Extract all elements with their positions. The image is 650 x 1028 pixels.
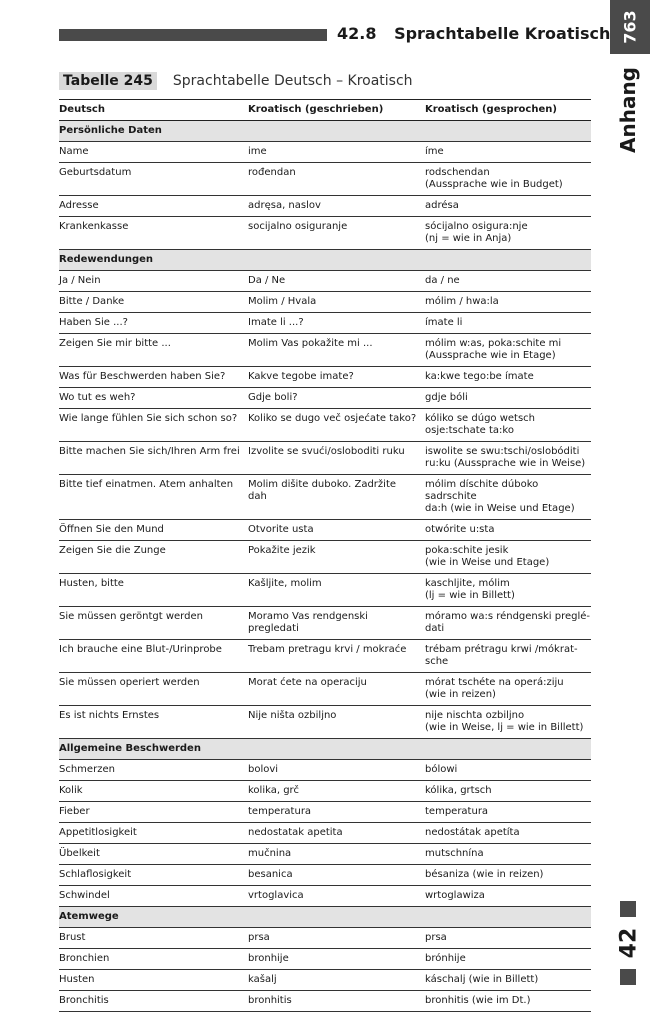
table-row	[59, 928, 591, 949]
table-cell: Pokažite jezik	[248, 545, 316, 556]
table-cell: Übelkeit	[59, 848, 100, 859]
table-cell: bolovi	[248, 764, 279, 775]
page-number: 763	[620, 10, 640, 44]
section-header-row: Redewendungen	[59, 250, 591, 271]
table-row	[59, 781, 591, 802]
table-cell: kašalj	[248, 974, 277, 985]
table-cell: temperatura	[425, 806, 489, 817]
table-cell: brónhije	[425, 953, 466, 964]
table-cell: wrtoglawiza	[425, 890, 485, 901]
table-cell: nedostátak apetíta	[425, 827, 520, 838]
table-cell: nije nischta ozbiljno (wie in Weise, lj = wie in Billett)	[425, 710, 584, 733]
table-cell: vrtoglavica	[248, 890, 304, 901]
section-header-row: Persönliche Daten	[59, 121, 591, 142]
table-cell: Es ist nichts Ernstes	[59, 710, 160, 721]
table-cell: Da / Ne	[248, 275, 286, 286]
table-cell: rođendan	[248, 167, 296, 178]
table-cell: bésaniza (wie in reizen)	[425, 869, 544, 880]
table-cell: Gdje boli?	[248, 392, 298, 403]
table-row	[59, 802, 591, 823]
section-heading	[337, 24, 610, 43]
table-cell: mórat tschéte na operá:ziju (wie in reizen)	[425, 677, 564, 700]
page-number-tab	[610, 0, 650, 54]
table-cell: socijalno osiguranje	[248, 221, 348, 232]
table-cell: Bitte tief einatmen. Atem anhalten	[59, 479, 234, 490]
table-cell: nedostatak apetita	[248, 827, 343, 838]
table-row	[59, 388, 591, 409]
table-header-row	[59, 100, 591, 121]
table-cell: Otvorite usta	[248, 524, 314, 535]
table-cell: bronhije	[248, 953, 289, 964]
table-row	[59, 673, 591, 706]
table-cell: Koliko se dugo več osjećate tako?	[248, 413, 417, 424]
table-cell: da / ne	[425, 275, 460, 286]
table-row	[59, 574, 591, 607]
chapter-marker-bottom	[620, 969, 636, 985]
table-row	[59, 520, 591, 541]
table-row	[59, 640, 591, 673]
header-bar	[59, 29, 327, 41]
section-title: Sprachtabelle Kroatisch	[394, 24, 611, 43]
table-cell: trébam prétragu krwi /mókrat- sche	[425, 644, 578, 667]
table-cell: Molim dišite duboko. Zadržite dah	[248, 479, 397, 502]
table-cell: otwórite u:sta	[425, 524, 495, 535]
table-cell: Krankenkasse	[59, 221, 129, 232]
table-cell: mólim w:as, poka:schite mi (Aussprache wie in Etage)	[425, 338, 562, 361]
table-cell: Izvolite se svući/osloboditi ruku	[248, 446, 405, 457]
table-cell: Nije ništa ozbiljno	[248, 710, 337, 721]
table-row	[59, 196, 591, 217]
table-cell: Husten	[59, 974, 95, 985]
table-row	[59, 844, 591, 865]
section-header-row: Atemwege	[59, 907, 591, 928]
table-cell: Bitte machen Sie sich/Ihren Arm frei	[59, 446, 240, 457]
table-cell: Wie lange fühlen Sie sich schon so?	[59, 413, 238, 424]
table-cell: Schwindel	[59, 890, 110, 901]
table-cell: Trebam pretragu krvi / mokraće	[248, 644, 407, 655]
table-row	[59, 706, 591, 739]
table-cell: mučnina	[248, 848, 292, 859]
table-cell: kaschljite, mólim (lj = wie in Billett)	[425, 578, 515, 601]
table-cell: prsa	[425, 932, 447, 943]
table-cell: Schmerzen	[59, 764, 115, 775]
table-row	[59, 367, 591, 388]
table-cell: bólowi	[425, 764, 458, 775]
table-cell: Zeigen Sie die Zunge	[59, 545, 166, 556]
table-cell: bronhitis (wie im Dt.)	[425, 995, 531, 1006]
table-cell: Haben Sie ...?	[59, 317, 128, 328]
column-header: Kroatisch (gesprochen)	[425, 104, 557, 115]
table-row	[59, 442, 591, 475]
section-header-row: Allgemeine Beschwerden	[59, 739, 591, 760]
table-row	[59, 409, 591, 442]
table-cell: prsa	[248, 932, 270, 943]
side-label: Anhang	[616, 66, 640, 154]
table-cell: Öffnen Sie den Mund	[59, 524, 164, 535]
table-cell: mólim díschite dúboko sadrschite da:h (wie in Weise und Etage)	[425, 479, 575, 514]
table-cell: besanica	[248, 869, 293, 880]
table-cell: Sie müssen geröntgt werden	[59, 611, 203, 622]
table-row	[59, 949, 591, 970]
table-row	[59, 607, 591, 640]
table-cell: gdje bóli	[425, 392, 468, 403]
table-cell: Kašljite, molim	[248, 578, 322, 589]
table-row	[59, 313, 591, 334]
table-row	[59, 163, 591, 196]
table-cell: sócijalno osigura:nje (nj = wie in Anja)	[425, 221, 528, 244]
table-cell: móramo wa:s réndgenski preglé- dati	[425, 611, 591, 634]
table-cell: mutschnína	[425, 848, 484, 859]
table-row	[59, 823, 591, 844]
table-cell: Molim / Hvala	[248, 296, 317, 307]
table-cell: poka:schite jesik (wie in Weise und Etage)	[425, 545, 550, 568]
table-cell: Was für Beschwerden haben Sie?	[59, 371, 226, 382]
table-cell: kólika, grtsch	[425, 785, 492, 796]
table-cell: temperatura	[248, 806, 312, 817]
table-cell: Geburtsdatum	[59, 167, 132, 178]
table-cell: Kolik	[59, 785, 83, 796]
table-cell: Sie müssen operiert werden	[59, 677, 200, 688]
table-caption	[59, 72, 413, 90]
table-cell: Wo tut es weh?	[59, 392, 136, 403]
table-row	[59, 991, 591, 1012]
table-row	[59, 475, 591, 520]
table-cell: Husten, bitte	[59, 578, 124, 589]
table-cell: Appetitlosigkeit	[59, 827, 137, 838]
table-cell: Morat ćete na operaciju	[248, 677, 367, 688]
table-cell: ime	[248, 146, 267, 157]
table-cell: kolika, grč	[248, 785, 299, 796]
table-cell: Adresse	[59, 200, 99, 211]
table-cell: Schlaflosigkeit	[59, 869, 132, 880]
table-cell: Brust	[59, 932, 86, 943]
table-cell: Molim Vas pokažite mi ...	[248, 338, 373, 349]
table-row	[59, 217, 591, 250]
table-row	[59, 541, 591, 574]
table-row	[59, 334, 591, 367]
table-cell: bronhitis	[248, 995, 292, 1006]
table-cell: Name	[59, 146, 89, 157]
table-row	[59, 970, 591, 991]
table-row	[59, 865, 591, 886]
table-cell: Moramo Vas rendgenski pregledati	[248, 611, 368, 634]
table-cell: Fieber	[59, 806, 90, 817]
table-row	[59, 886, 591, 907]
table-cell: íme	[425, 146, 444, 157]
table-label: Tabelle 245	[59, 72, 157, 90]
table-cell: rodschendan (Aussprache wie in Budget)	[425, 167, 563, 190]
table-cell: Zeigen Sie mir bitte ...	[59, 338, 171, 349]
table-cell: ka:kwe tego:be ímate	[425, 371, 534, 382]
table-row	[59, 142, 591, 163]
table-cell: Bronchitis	[59, 995, 109, 1006]
table-cell: Bronchien	[59, 953, 110, 964]
chapter-number: 42	[616, 927, 642, 959]
table-cell: adręsa, naslov	[248, 200, 321, 211]
column-header: Kroatisch (geschrieben)	[248, 104, 384, 115]
chapter-marker-top	[620, 901, 636, 917]
table-cell: Bitte / Danke	[59, 296, 125, 307]
table-cell: Imate li ...?	[248, 317, 304, 328]
table-cell: Ja / Nein	[59, 275, 101, 286]
table-row	[59, 292, 591, 313]
table-cell: Kakve tegobe imate?	[248, 371, 354, 382]
table-cell: káschalj (wie in Billett)	[425, 974, 539, 985]
language-table	[59, 99, 591, 1012]
column-header: Deutsch	[59, 104, 105, 115]
table-row	[59, 271, 591, 292]
table-cell: mólim / hwa:la	[425, 296, 499, 307]
table-cell: iswolite se swu:tschi/oslobóditi ru:ku (Aussprache wie in Weise)	[425, 446, 586, 469]
table-cell: ímate li	[425, 317, 463, 328]
table-row	[59, 760, 591, 781]
table-cell: kóliko se dúgo wetsch osje:tschate ta:ko	[425, 413, 536, 436]
table-cell: Ich brauche eine Blut-/Urinprobe	[59, 644, 222, 655]
table-title: Sprachtabelle Deutsch – Kroatisch	[172, 73, 413, 89]
table-cell: adrésa	[425, 200, 459, 211]
section-number: 42.8	[337, 24, 377, 43]
